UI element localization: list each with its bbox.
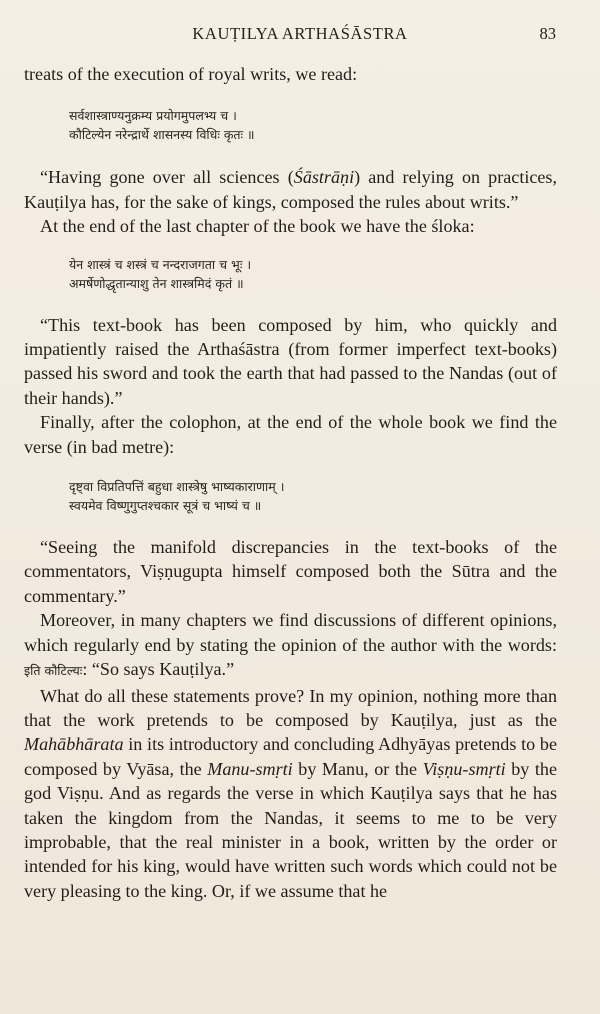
paragraph-5: Finally, after the colophon, at the end of the whole book we find the verse (in bad metre): [24, 412, 557, 457]
paragraph-7 [24, 608, 557, 683]
p2-text-2: ) and relying on practices, Kauṭilya has, for the sake of kings, composed the rules about writs.” [24, 167, 557, 212]
page-body [24, 62, 557, 903]
p2-italic-sastrani: Śāstrāṇi [293, 167, 355, 188]
paragraph-3: At the end of the last chapter of the book we have the śloka: [40, 216, 475, 237]
paragraph-1: treats of the execution of royal writs, we read: [24, 64, 358, 84]
sanskrit-verse-3 [24, 477, 557, 515]
p8-text-1: What do all these statements prove? In my opinion, nothing more than that the work pretends to be composed by Kauṭilya, just as the [24, 685, 557, 730]
paragraph-8 [24, 684, 557, 904]
verse-3-line-2: स्वयमेव विष्णुगुप्तश्चकार सूत्रं च भाष्यं च ॥ [69, 498, 262, 514]
p8-italic-mahabharata: Mahābhārata [24, 734, 124, 755]
paragraph-4: “This text-book has been composed by him, who quickly and impatiently raised the Arthaśāstra (from former imperfect text-books) passed his sword and took the earth that had passed to the Nandas (out of their hands).” [24, 314, 557, 408]
verse-3-line-1: दृष्ट्वा विप्रतिपत्तिं बहुधा शास्त्रेषु भाष्यकाराणाम् । [69, 479, 285, 495]
verse-2-line-1: येन शास्त्रं च शस्त्रं च नन्दराजगता च भूः । [69, 256, 252, 272]
p2-text-1: “Having gone over all sciences ( [40, 167, 294, 188]
verse-1-line-2: कौटिल्येन नरेन्द्रार्थे शासनस्य विधिः कृतः ॥ [69, 127, 255, 143]
sanskrit-verse-2 [24, 255, 557, 293]
p8-text-2: in its introductory and concluding Adhyāyas pretends to be composed by Vyāsa, the [24, 734, 557, 779]
p8-italic-visnu-smrti: Viṣṇu-smṛti [422, 758, 506, 779]
verse-2-line-2: अमर्षेणोद्धृतान्याशु तेन शास्त्रमिदं कृतं ॥ [69, 275, 244, 291]
running-title: KAUṬILYA ARTHAŚĀSTRA [192, 24, 408, 43]
p8-italic-manu-smrti: Manu-smṛti [207, 758, 293, 779]
p8-text-3: by Manu, or the [292, 758, 423, 779]
page-header [0, 24, 600, 50]
verse-1-line-1: सर्वशास्त्राण्यनुक्रम्य प्रयोगमुपलभ्य च । [69, 108, 237, 124]
paragraph-2 [24, 165, 557, 214]
p7-devanagari: इति कौटिल्यः [24, 663, 83, 679]
p7-text-1: Moreover, in many chapters we find discussions of different opinions, which regularly end by stating the opinion of the author with the words: [24, 610, 557, 655]
page-number: 83 [539, 24, 556, 43]
sanskrit-verse-1 [24, 106, 557, 144]
p8-text-4: by the god Viṣṇu. And as regards the verse in which Kauṭilya says that he has taken the kingdom from the Nandas, it seems to me to be very improbable, that the real minister in a book, written by the order or intended for his king, would have written such words which could not be very pleasing to the king. Or, if we assume that he [24, 758, 558, 901]
p7-text-2: : “So says Kauṭilya.” [82, 659, 235, 680]
paragraph-6: “Seeing the manifold discrepancies in the text-books of the commentators, Viṣṇugupta himself composed both the Sūtra and the commentary.” [24, 537, 557, 606]
